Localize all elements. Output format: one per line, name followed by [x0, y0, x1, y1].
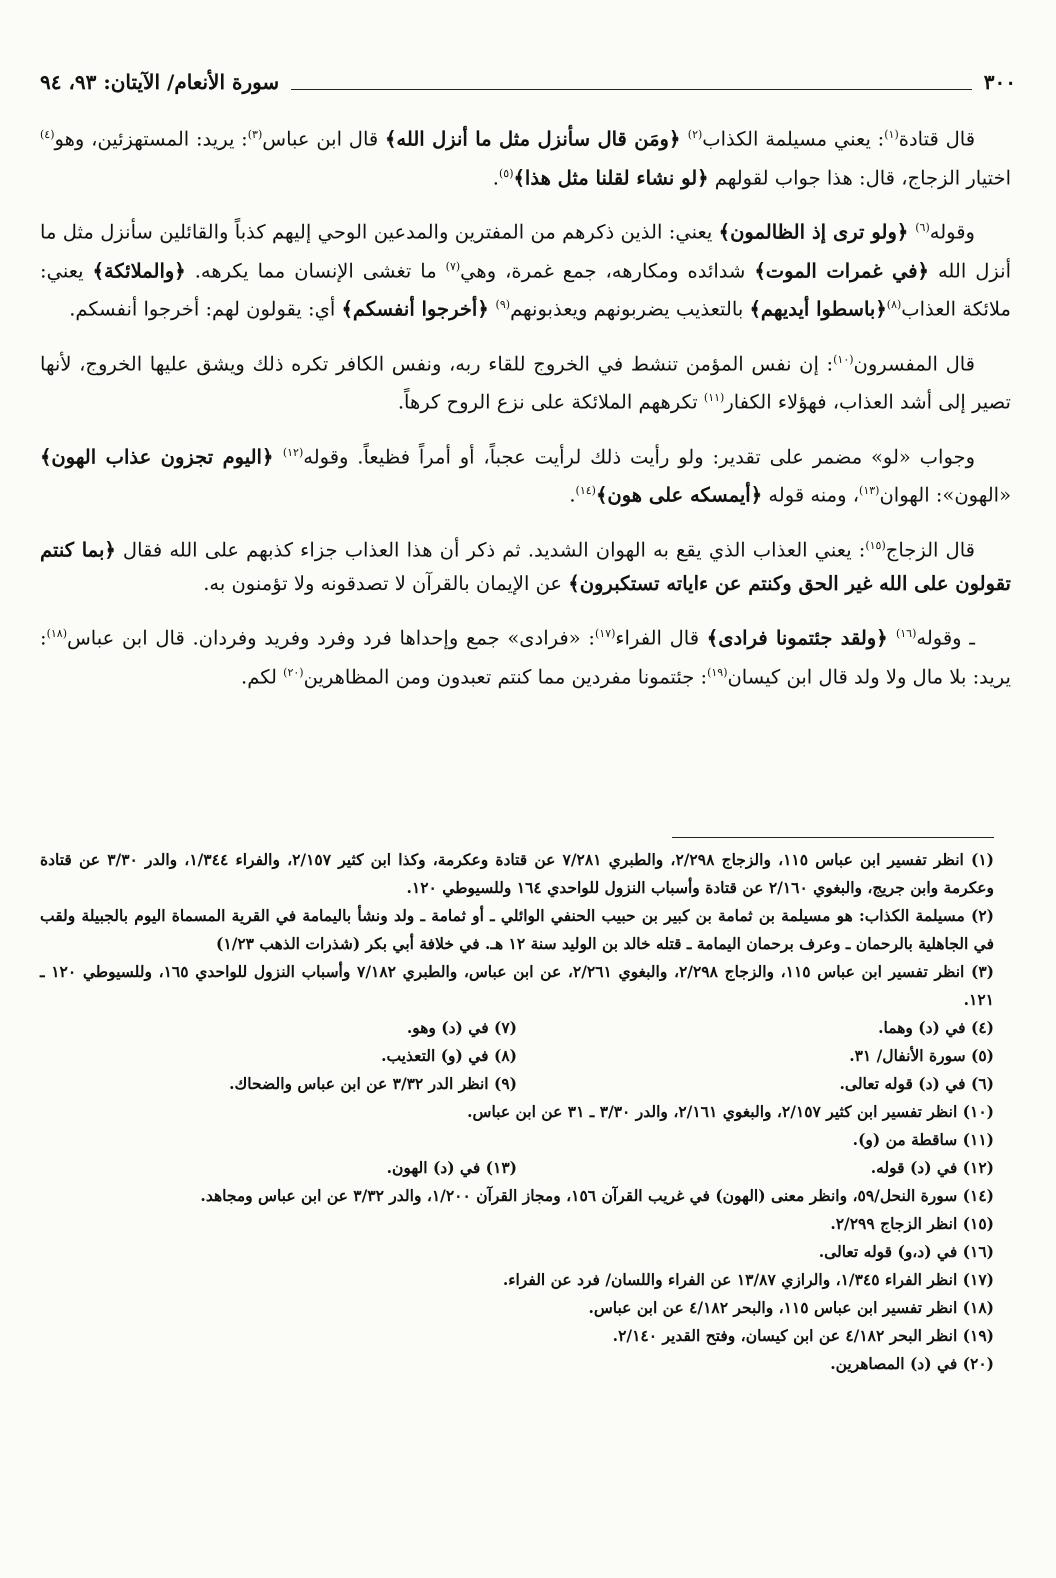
footnote-3: (٣) انظر تفسير ابن عباس ١١٥، والزجاج ٢/٢٩٨، والبغوي ٢/٢٦١، عن ابن عباس، والطبري ٧/١٨٢ وأسباب النزول للواحدي ١٦٥، وللسيوطي ١٢٠ ـ ١٢١. [40, 962, 994, 1009]
text-run: يعني: ملائكة العذاب [40, 259, 1011, 321]
footnote-20: (٢٠) في (د) المصاهرين. [830, 1354, 994, 1373]
text-run: قال قتادة [898, 127, 976, 151]
footnote-ref: (١٨) [46, 627, 67, 640]
text-run: تكرههم الملائكة على نزع الروح كرهاً. [397, 390, 704, 414]
text-run: قال المفسرون [853, 352, 975, 375]
quran-quote: ﴿أيمسكه على هون﴾ [595, 483, 763, 507]
text-run: : يريد: المستهزئين، وهو [54, 127, 248, 151]
text-run: ـ وقوله [916, 626, 975, 650]
footnote-ref: (١٩) [707, 665, 728, 679]
quran-quote: ﴿والملائكة﴾ [92, 259, 186, 282]
footnote-row [40, 1070, 994, 1098]
footnote-19: (١٩) انظر البحر ٤/١٨٢ عن ابن كيسان، وفتح القدير ٢/١٤٠. [612, 1326, 994, 1345]
footnote-row [40, 1014, 994, 1042]
text-run: . [492, 166, 499, 189]
footnote-12: (١٢) في (د) قوله. [870, 1158, 994, 1177]
text-run: : «فرادى» جمع وإحداها فرد وفرد وفريد وفردان. قال ابن عباس [67, 626, 595, 650]
text-run: عن الإيمان بالقرآن لا تصدقونه ولا تؤمنون به. [203, 572, 569, 595]
quran-quote: ﴿اليوم تجزون عذاب الهون﴾ [40, 445, 283, 468]
paragraph-6 [40, 617, 1011, 694]
footnote-ref: (١) [884, 128, 899, 141]
text-run: : إن نفس المؤمن تنشط في الخروج للقاء ربه، ونفس الكافر تكره ذلك ويشق عليها الخروج، لأنها تصير إلى أشد العذاب، فهؤلاء الكفار [40, 352, 1011, 414]
footnote-16: (١٦) في (د،و) قوله تعالى. [818, 1242, 994, 1261]
footnote-ref: (٥) [498, 166, 514, 180]
text-run: «الهون»: الهوان [879, 483, 1011, 507]
footnote-ref: (٩) [495, 298, 511, 311]
paragraph-2 [40, 211, 1011, 327]
footnote-ref: (٨) [886, 298, 902, 311]
quran-quote: ﴿ولقد جئتمونا فرادى﴾ [706, 626, 896, 650]
footnote-ref: (١٦) [895, 627, 917, 640]
footnote-ref: (١١) [703, 391, 725, 404]
text-run: . [569, 483, 576, 507]
footnote-ref: (١٢) [282, 445, 304, 459]
surah-title: سورة الأنعام/ الآيتان: ٩٣، ٩٤ [40, 70, 280, 94]
footnote-ref: (١٥) [865, 538, 886, 552]
footnote-2: (٢) مسيلمة الكذاب: هو مسيلمة بن ثمامة بن كبير بن حبيب الحنفي الوائلي ـ أو ثمامة ـ ولد ونشأ باليمامة في القرية المسماة اليوم بالجبيلة ولقب في الجاهلية بالرحمان ـ وعرف برحمان اليمامة ـ قتله خالد بن الوليد سنة ١٢ هـ. في خلافة أبي بكر (شذرات الذهب ١/٢٣) [40, 906, 994, 953]
quran-quote: ﴿أخرجوا أنفسكم﴾ [341, 297, 496, 321]
footnote-ref: (١٠) [833, 352, 854, 366]
footnote-11: (١١) ساقطة من (و). [852, 1130, 994, 1149]
text-run: شدائده ومكارهه، جمع غمرة، وهي [460, 259, 755, 282]
text-run: قال ابن عباس [262, 127, 385, 151]
text-run: وجواب «لو» مضمر على تقدير: ولو رأيت ذلك لرأيت عجباً، أو أمراً فظيعاً. وقوله [303, 445, 976, 468]
footnote-ref: (٢٠) [283, 665, 304, 679]
footnote-18: (١٨) انظر تفسير ابن عباس ١١٥، والبحر ٤/١٨٢ عن ابن عباس. [588, 1298, 994, 1317]
paragraph-3 [40, 343, 1011, 420]
text-run: بالتعذيب يضربونهم ويعذبونهم [510, 297, 750, 321]
text-run: اختيار الزجاج، قال: هذا جواب لقولهم [708, 166, 1011, 189]
text-run: : يريد: بلا مال ولا ولد قال ابن كيسان [40, 626, 1011, 688]
quran-quote: ﴿ولو ترى إذ الظالمون﴾ [718, 220, 916, 244]
text-run: يعني: الذين ذكرهم من المفترين والمدعين الوحي إليهم كذباً والقائلين سأنزل مثل ما أنزل الله [40, 220, 1011, 282]
footnote-15: (١٥) انظر الزجاج ٢/٢٩٩. [830, 1214, 994, 1233]
footnote-13: (١٣) في (د) الهون. [386, 1158, 517, 1177]
text-run: ، ومنه قوله [762, 483, 860, 507]
footnote-ref: (١٣) [859, 484, 880, 497]
footnote-ref: (٢) [687, 128, 703, 141]
text-run: ما تغشى الإنسان مما يكرهه. [185, 259, 446, 282]
footnote-5: (٥) سورة الأنفال/ ٣١. [849, 1046, 994, 1065]
quran-quote: ﴿لو نشاء لقلنا مثل هذا﴾ [513, 166, 709, 189]
text-run: لكم. [241, 665, 284, 688]
footnote-14: (١٤) سورة النحل/٥٩، وانظر معنى (الهون) في غريب القرآن ١٥٦، ومجاز القرآن ١/٢٠٠، والدر ٣/٣٢ عن ابن عباس ومجاهد. [200, 1186, 994, 1205]
header-rule [291, 75, 972, 90]
paragraph-5 [40, 529, 1011, 602]
footnote-1: (١) انظر تفسير ابن عباس ١١٥، والزجاج ٢/٢٩٨، والطبري ٧/٢٨١ عن قتادة وعكرمة، وكذا ابن كثير ٢/١٥٧، والفراء ١/٣٤٤، والدر ٣/٣٠ عن قتادة وعكرمة وابن جريج، والبغوي ٢/١٦٠ عن قتادة وأسباب النزول للواحدي ١٦٤ وللسيوطي ١٢٠. [40, 850, 994, 897]
text-run: : يعني العذاب الذي يقع به الهوان الشديد. ثم ذكر أن هذا العذاب جزاء كذبهم على الله فقال [115, 538, 866, 561]
text-run: وقوله [929, 220, 975, 244]
quran-quote: ﴿بما كنتم تقولون على الله غير الحق وكنتم عن ءاياته تستكبرون﴾ [40, 538, 1011, 595]
footnote-ref: (٣) [247, 128, 263, 141]
footnote-4: (٤) في (د) وهما. [878, 1018, 994, 1037]
text-run: قال الفراء [615, 626, 707, 650]
quran-quote: ﴿باسطوا أيديهم﴾ [749, 297, 887, 321]
footnote-ref: (١٧) [594, 627, 616, 640]
footnote-ref: (٦) [915, 221, 930, 234]
footnote-10: (١٠) انظر تفسير ابن كثير ٢/١٥٧، والبغوي ٢/١٦١، والدر ٣/٣٠ ـ ٣١ عن ابن عباس. [467, 1102, 994, 1121]
footnote-row [40, 1042, 994, 1070]
quran-quote: ﴿في غمرات الموت﴾ [754, 259, 929, 282]
page-number: ٣٠٠ [983, 70, 1016, 94]
paragraph-1 [40, 118, 1011, 195]
page-header [40, 64, 1016, 100]
main-text [40, 118, 1011, 710]
text-run: : جئتمونا مفردين مما كنتم تعبدون ومن المظاهرين [303, 665, 708, 688]
footnote-row [40, 1154, 994, 1182]
footnote-ref: (٧) [445, 259, 461, 273]
footnote-ref: (١٤) [575, 484, 596, 497]
text-run: : يعني مسيلمة الكذاب [702, 127, 885, 151]
text-run: أي: يقولون لهم: أخرجوا أنفسكم. [69, 297, 342, 321]
quran-quote: ﴿ومَن قال سأنزل مثل ما أنزل الله﴾ [385, 127, 688, 151]
footnote-9: (٩) انظر الدر ٣/٣٢ عن ابن عباس والضحاك. [229, 1074, 517, 1093]
footnote-8: (٨) في (و) التعذيب. [381, 1046, 517, 1065]
footnote-separator [672, 837, 994, 838]
footnotes [40, 846, 994, 1378]
footnote-17: (١٧) انظر الفراء ١/٣٤٥، والرازي ١٣/٨٧ عن الفراء واللسان/ فرد عن الفراء. [502, 1270, 994, 1289]
paragraph-4 [40, 436, 1011, 513]
footnote-ref: (٤) [40, 128, 55, 141]
text-run: قال الزجاج [885, 538, 975, 561]
footnote-6: (٦) في (د) قوله تعالى. [839, 1074, 994, 1093]
footnote-7: (٧) في (د) وهو. [406, 1018, 517, 1037]
